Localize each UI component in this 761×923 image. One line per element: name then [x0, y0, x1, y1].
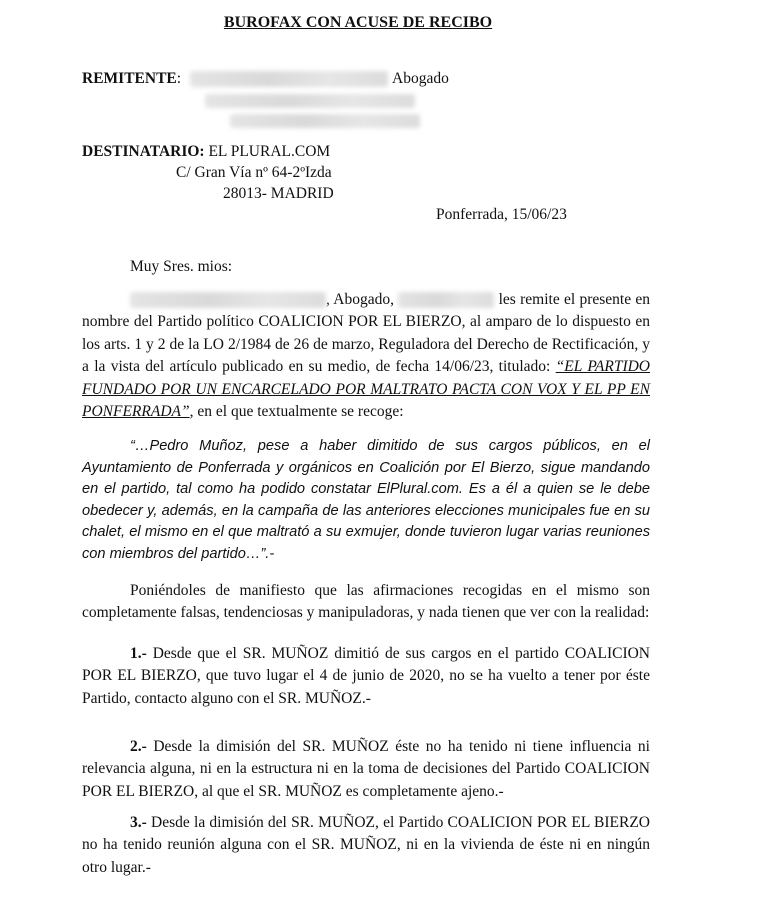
point-1-text: Desde que el SR. MUÑOZ dimitió de sus cargos en el partido COALICION POR EL BIERZO, que tuvo lugar el 4 de junio de 2020, no se ha vuelto a tener por éste Partido, contacto alguno con el SR. MUÑOZ.-	[82, 645, 650, 707]
point-2-text: Desde la dimisión del SR. MUÑOZ éste no ha tenido ni tiene influencia ni relevancia alguna, ni en la estructura ni en la toma de decisiones del Partido COALICION POR EL BIERZO, al que el SR. MUÑOZ es completamente ajeno.-	[82, 738, 650, 800]
redacted-sender-address-2	[230, 114, 420, 128]
redacted-sender-address-1	[205, 94, 415, 108]
point-3-text: Desde la dimisión del SR. MUÑOZ, el Partido COALICION POR EL BIERZO no ha tenido reunión alguna con el SR. MUÑOZ, ni en la vivienda de éste ni en ningún otro lugar.-	[82, 814, 650, 876]
point-2	[82, 736, 650, 803]
recipient-name: EL PLURAL.COM	[208, 143, 331, 160]
intro-part1: , Abogado,	[326, 291, 395, 308]
intro-part3: , en el que textualmente se recoge:	[189, 403, 404, 421]
sender-label: REMITENTE	[82, 70, 177, 87]
intro-paragraph	[82, 289, 650, 423]
greeting: Muy Sres. mios:	[130, 258, 233, 275]
recipient-label: DESTINATARIO:	[82, 143, 205, 160]
redacted-lawyer-name	[130, 292, 326, 308]
recipient-street: C/ Gran Vía nº 64-2ºIzda	[176, 164, 332, 181]
intro-part2: les remite el presente en nombre del Partido político COALICION POR EL BIERZO, al amparo de lo dispuesto en los arts. 1 y 2 de la LO 2/1984 de 26 de marzo, Reguladora del Derecho de Rectificación, y a la vista del artículo publicado en su medio, de fecha 14/06/23, titulado:	[82, 291, 651, 376]
point-1	[82, 643, 650, 710]
sender-line	[82, 70, 181, 88]
point-2-number: 2.-	[130, 738, 147, 755]
sender-role: Abogado	[392, 70, 449, 87]
manifest-paragraph: Poniéndoles de manifiesto que las afirmaciones recogidas en el mismo son completamente falsas, tendenciosas y manipuladoras, y nada tienen que ver con la realidad:	[82, 582, 650, 622]
quoted-text: “…Pedro Muñoz, pese a haber dimitido de sus cargos públicos, en el Ayuntamiento de Ponferrada y orgánicos en Coalición por El Bierzo, sigue mandando en el partido, tal como ha podido constatar ElPlural.com. Es a él a quien se le debe obedecer y, además, en la campaña de las anteriores elecciones municipales fue en su chalet, el mismo en el que maltrató a su exmujer, donde tuvieron lugar varias reuniones con miembros del partido…”.-	[82, 438, 650, 562]
point-3	[82, 812, 650, 879]
sender-colon: :	[176, 70, 182, 87]
recipient-line	[82, 143, 330, 161]
point-3-number: 3.-	[130, 814, 147, 831]
point-1-number: 1.-	[130, 645, 147, 662]
document-title: BUROFAX CON ACUSE DE RECIBO	[223, 14, 493, 31]
place-date: Ponferrada, 15/06/23	[436, 206, 567, 223]
article-title: “EL PARTIDO FUNDADO POR UN ENCARCELADO POR MALTRATO PACTA CON VOX Y EL PP EN PONFERRADA”	[82, 358, 650, 421]
recipient-city: 28013- MADRID	[223, 185, 334, 202]
redacted-sender-name	[190, 71, 388, 87]
redacted-lawyer-id	[398, 292, 494, 308]
